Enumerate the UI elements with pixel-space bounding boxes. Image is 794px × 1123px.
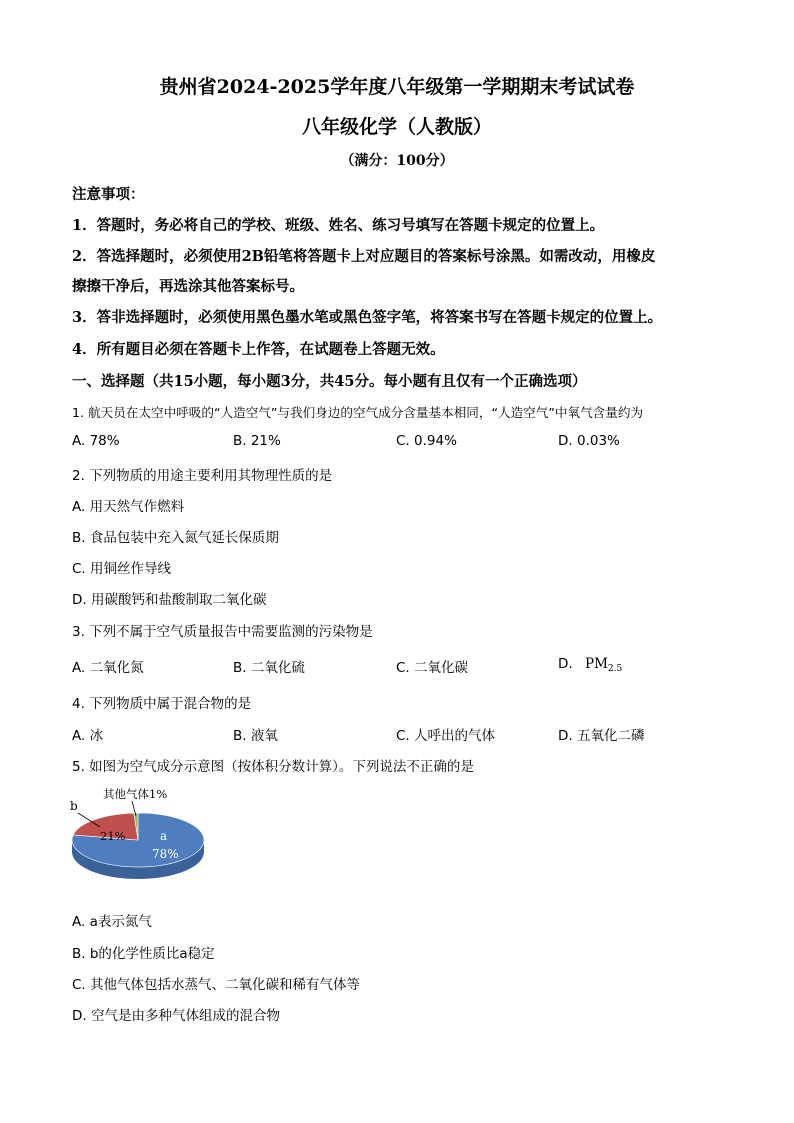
option-d-letter: D.	[558, 656, 573, 672]
option-a: A. 用天然气作燃料	[72, 499, 185, 515]
option-b: B. 食品包装中充入氮气延长保质期	[72, 530, 279, 546]
option-a: A. 78%	[72, 433, 120, 449]
pm-main: PM	[584, 656, 608, 672]
full-score: （满分：100分）	[340, 153, 454, 169]
option-c: C. 0.94%	[396, 433, 457, 449]
question-stem: 1. 航天员在太空中呼吸的“人造空气”与我们身边的空气成分含量基本相同，“人造空气”中氧气含量约为	[72, 405, 644, 420]
question-stem: 4. 下列物质中属于混合物的是	[72, 696, 252, 712]
exam-subtitle: 八年级化学（人教版）	[301, 116, 492, 138]
slice-value-b: 21%	[100, 829, 126, 843]
option-d: D. 五氧化二磷	[558, 728, 645, 744]
option-c: C. 其他气体包括水蒸气、二氧化碳和稀有气体等	[72, 977, 361, 993]
option-d: D. 0.03%	[558, 433, 620, 449]
option-d: D. 用碳酸钙和盐酸制取二氧化碳	[72, 592, 267, 608]
pm-formula	[585, 656, 622, 672]
option-b: B. 二氧化硫	[233, 660, 305, 676]
option-c: C. 人呼出的气体	[396, 728, 496, 744]
slice-label-b: b	[70, 799, 78, 813]
option-a: A. a表示氮气	[72, 914, 152, 930]
air-composition-pie-chart	[66, 782, 216, 897]
note-item: 4．所有题目必须在答题卡上作答，在试题卷上答题无效。	[72, 341, 445, 358]
question-stem: 3. 下列不属于空气质量报告中需要监测的污染物是	[72, 624, 373, 640]
slice-value-a: 78%	[152, 847, 179, 861]
note-item: 2．答选择题时，必须使用2B铅笔将答题卡上对应题目的答案标号涂黑。如需改动，用橡皮	[72, 248, 656, 265]
note-item: 3．答非选择题时，必须使用黑色墨水笔或黑色签字笔，将答案书写在答题卡规定的位置上。	[72, 309, 663, 326]
slice-label-a: a	[160, 829, 168, 843]
note-item: 擦擦干净后，再选涂其他答案标号。	[72, 278, 304, 295]
option-b: B. 21%	[233, 433, 281, 449]
option-b: B. 液氧	[233, 728, 278, 744]
question-stem: 2. 下列物质的用途主要利用其物理性质的是	[72, 468, 333, 484]
pie-top	[72, 813, 204, 867]
option-c: C. 用铜丝作导线	[72, 561, 172, 577]
notes-heading: 注意事项：	[72, 186, 145, 203]
exam-title: 贵州省2024-2025学年度八年级第一学期期末考试试卷	[159, 76, 635, 98]
note-item: 1．答题时，务必将自己的学校、班级、姓名、练习号填写在答题卡规定的位置上。	[72, 217, 605, 234]
option-b: B. b的化学性质比a稳定	[72, 946, 215, 962]
option-d: D. 空气是由多种气体组成的混合物	[72, 1008, 280, 1024]
pm-subscript: 2.5	[607, 664, 623, 674]
question-stem: 5. 如图为空气成分示意图（按体积分数计算）。下列说法不正确的是	[72, 759, 474, 775]
option-a: A. 二氧化氮	[72, 660, 144, 676]
section-heading: 一、选择题（共15小题，每小题3分，共45分。每小题有且仅有一个正确选项）	[72, 373, 587, 390]
option-d	[558, 656, 622, 674]
option-c: C. 二氧化碳	[396, 660, 469, 676]
slice-label-other: 其他气体1%	[103, 787, 168, 801]
option-a: A. 冰	[72, 728, 104, 744]
